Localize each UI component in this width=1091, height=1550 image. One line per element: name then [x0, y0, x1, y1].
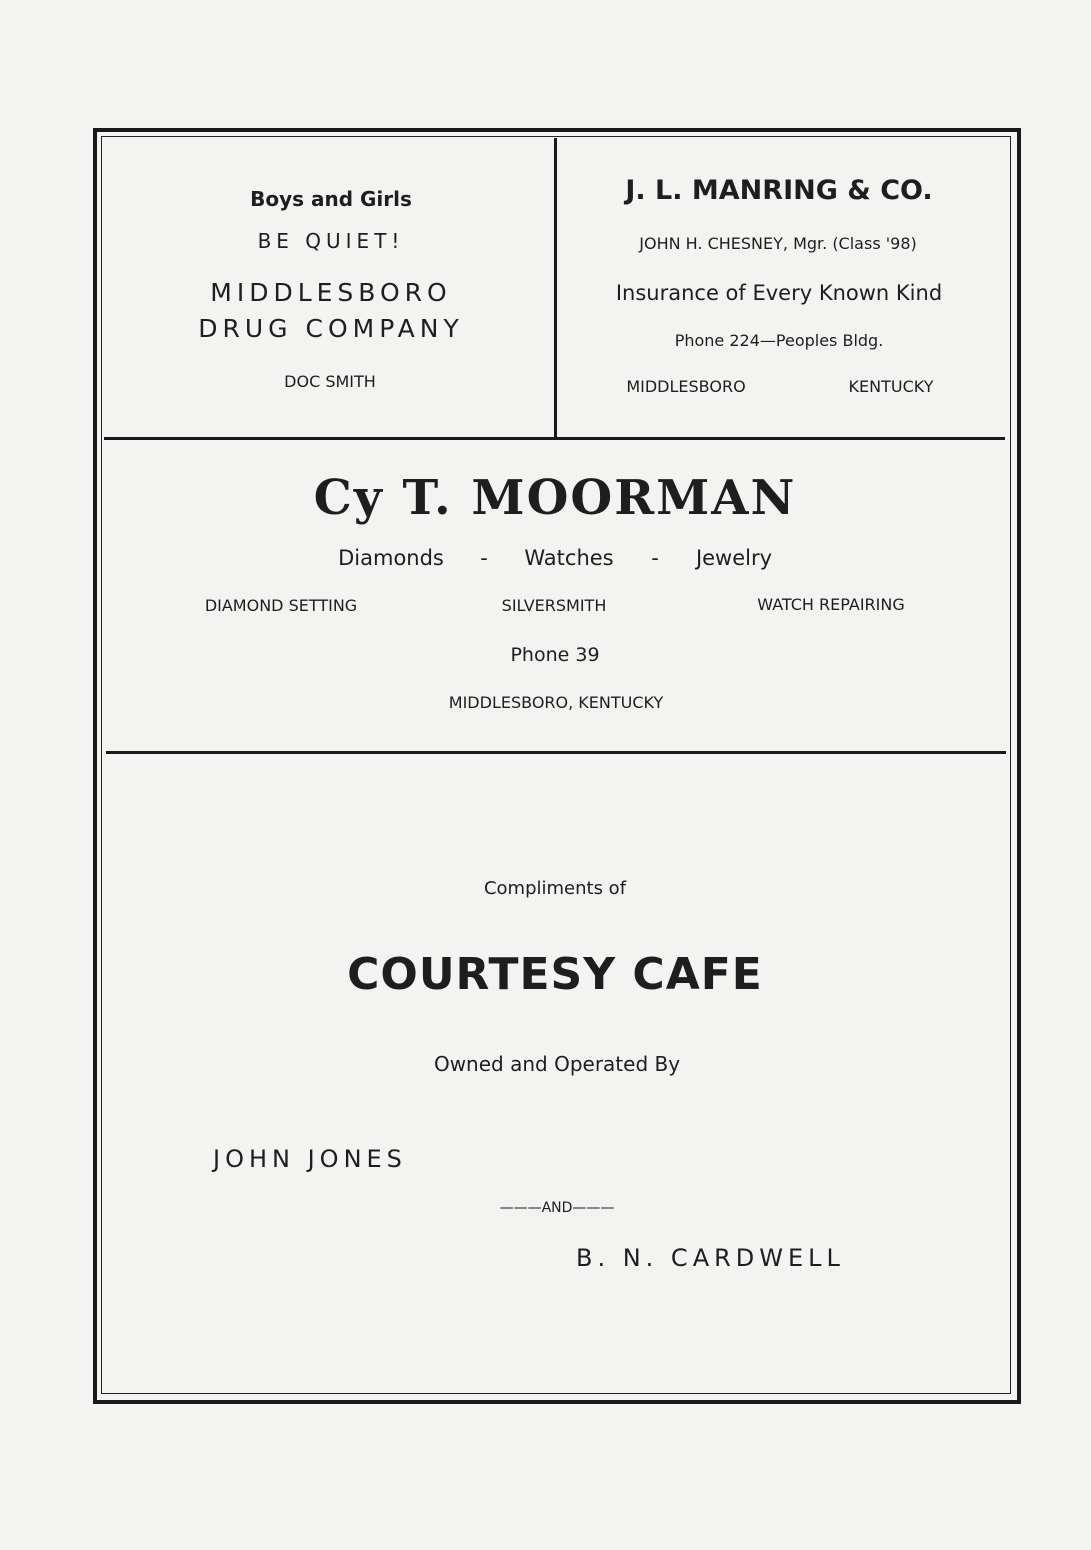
product: Jewelry	[695, 546, 773, 570]
ad-line: Boys and Girls	[250, 187, 412, 211]
column-divider	[554, 138, 557, 438]
business-name: MIDDLESBORO	[210, 278, 452, 307]
business-name: DRUG COMPANY	[198, 314, 464, 343]
section-divider-2	[106, 751, 1006, 754]
and-connector: ———AND———	[499, 1200, 615, 1216]
service: SILVERSMITH	[501, 596, 607, 615]
business-name: J. L. MANRING & CO.	[625, 175, 933, 206]
service: WATCH REPAIRING	[757, 595, 905, 614]
product: Diamonds	[338, 546, 444, 570]
state: KENTUCKY	[848, 377, 934, 396]
city: MIDDLESBORO	[626, 377, 746, 396]
separator: -	[480, 546, 488, 570]
owner-name: B. N. CARDWELL	[576, 1244, 845, 1272]
intro: Compliments of	[483, 878, 627, 899]
phone: Phone 224—Peoples Bldg.	[674, 331, 884, 350]
ad-line: BE QUIET!	[257, 229, 405, 253]
phone: Phone 39	[510, 644, 600, 666]
owned-by: Owned and Operated By	[433, 1052, 681, 1076]
manager: JOHN H. CHESNEY, Mgr. (Class '98)	[639, 234, 917, 253]
business-name: Cy T. MOORMAN	[313, 470, 797, 526]
separator: -	[651, 546, 659, 570]
location: MIDDLESBORO, KENTUCKY	[448, 693, 664, 712]
tagline: Insurance of Every Known Kind	[615, 281, 943, 305]
owner-name: JOHN JONES	[213, 1145, 407, 1173]
business-name: COURTESY CAFE	[347, 949, 763, 1000]
service: DIAMOND SETTING	[204, 596, 358, 615]
section-divider-1	[104, 437, 1005, 440]
owner-name: DOC SMITH	[284, 372, 376, 391]
product: Watches	[524, 546, 614, 570]
